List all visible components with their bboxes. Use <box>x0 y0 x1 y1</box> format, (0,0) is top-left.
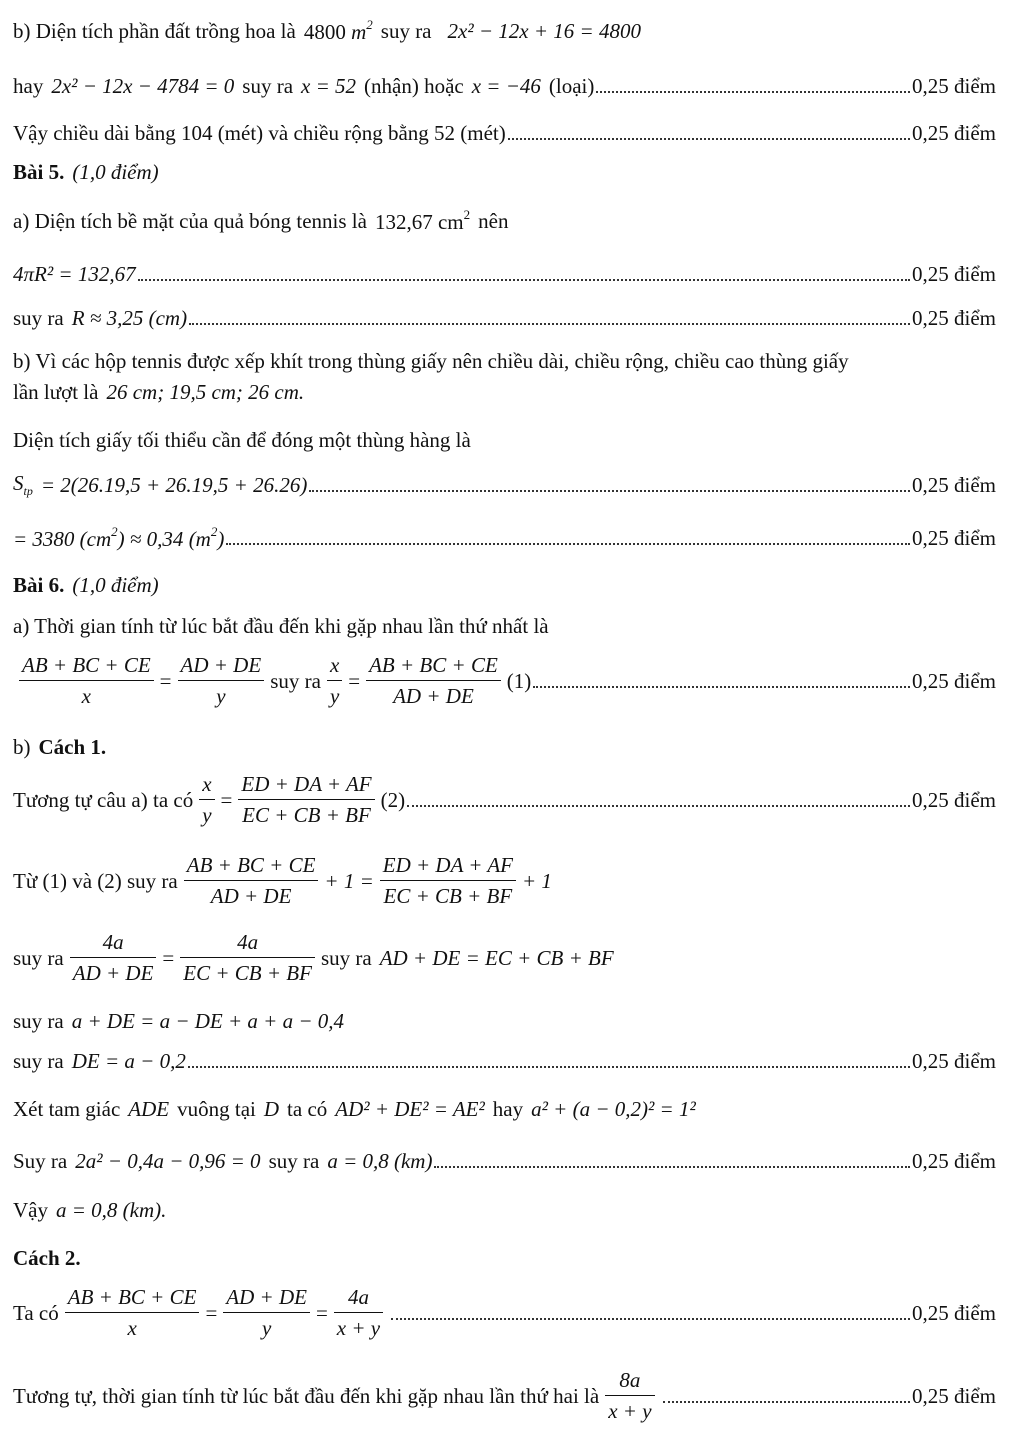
result: a = 0,8 (km) <box>327 1149 433 1173</box>
area-value: 132,67 $cm^2$ <box>374 207 471 234</box>
line-7 <box>13 306 996 330</box>
point-name: D <box>263 1097 280 1121</box>
text: suy ra <box>320 945 372 970</box>
points-label: 0,25 điểm <box>912 668 996 693</box>
fraction: $\frac{AD + DE}{y}$ <box>178 653 265 708</box>
line-10 <box>13 428 996 452</box>
text: suy ra <box>13 1049 64 1073</box>
text: nên <box>478 209 509 233</box>
equation: 2x² − 12x + 16 = 4800 <box>447 19 641 43</box>
points-label: 0,25 điểm <box>912 787 996 812</box>
equation: = 2(26.19,5 + 26.19,5 + 26.26) <box>40 472 308 497</box>
fraction: $\frac{AB + BC + CE}{x}$ <box>65 1285 200 1340</box>
leader-dots <box>188 1066 910 1068</box>
line-22 <box>13 1097 996 1121</box>
text: suy ra <box>13 945 64 970</box>
fraction: $\frac{AB + BC + CE}{AD + DE}$ <box>184 853 319 908</box>
section-score: (1,0 điểm) <box>72 573 159 597</box>
fraction: $\frac{AD + DE}{y}$ <box>223 1285 310 1340</box>
equation: 2a² − 0,4a − 0,96 = 0 <box>75 1149 261 1173</box>
points-label: 0,25 điểm <box>912 526 996 550</box>
text: b) Vì các hộp tennis được xếp khít trong thùng giấy nên chiều dài, chiều rộng, chiều cao thùng giấy <box>13 349 849 373</box>
fraction: $\frac{x}{y}$ <box>327 653 342 708</box>
fraction: $\frac{4a}{EC + CB + BF}$ <box>180 930 315 985</box>
fraction: $\frac{AB + BC + CE}{x}$ <box>19 653 154 708</box>
line-21 <box>13 1049 996 1073</box>
line-14 <box>13 614 996 638</box>
points-label: 0,25 điểm <box>912 1049 996 1073</box>
text: hay <box>492 1097 524 1121</box>
leader-dots <box>189 323 910 325</box>
line-9 <box>13 380 996 404</box>
text: a) Thời gian tính từ lúc bắt đầu đến khi gặp nhau lần thứ nhất là <box>13 614 549 638</box>
points-label: 0,25 điểm <box>912 262 996 286</box>
fraction: $\frac{ED + DA + AF}{EC + CB + BF}$ <box>380 853 516 908</box>
section-title: Bài 6. <box>13 573 65 597</box>
points-label: 0,25 điểm <box>912 1149 996 1173</box>
line-6 <box>13 262 996 286</box>
line-5 <box>13 208 996 234</box>
equation: R ≈ 3,25 (cm) <box>71 306 188 330</box>
line-18 <box>13 853 996 908</box>
line-26: Ta có $\frac{AB + BC + CE}{x}$ = $\frac{AD + DE}{y}$ = $\frac{4a}{x + y}$ 0,25 điểm <box>13 1285 996 1341</box>
line-23 <box>13 1149 996 1173</box>
points-label: 0,25 điểm <box>912 74 996 98</box>
line-2 <box>13 74 996 98</box>
text: Suy ra <box>13 1149 68 1173</box>
equation-tag: (1) <box>506 668 532 693</box>
operator: + 1 <box>522 868 552 893</box>
text: suy ra <box>13 306 64 330</box>
line-8 <box>13 349 996 373</box>
line-12 <box>13 525 996 551</box>
line-20 <box>13 1009 996 1033</box>
text: hay <box>13 74 44 98</box>
leader-dots <box>434 1166 910 1168</box>
points-label: 0,25 điểm <box>912 1300 996 1325</box>
equation: 2x² − 12x − 4784 = 0 <box>51 74 235 98</box>
leader-dots <box>391 1318 910 1320</box>
points-label: 0,25 điểm <box>912 306 996 330</box>
text: suy ra <box>380 19 432 43</box>
text: suy ra <box>268 1149 320 1173</box>
text: Tương tự câu a) ta có <box>13 787 194 812</box>
equation-tag: (2) <box>380 787 406 812</box>
points-label: 0,25 điểm <box>912 1383 996 1408</box>
text: suy ra <box>13 1009 64 1033</box>
text: suy ra <box>242 74 294 98</box>
text: suy ra <box>270 668 321 693</box>
line-1 <box>13 18 996 44</box>
triangle-name: ADE <box>128 1097 170 1121</box>
line-27 <box>13 1368 996 1423</box>
solution-2: x = −46 <box>471 74 541 98</box>
line-25 <box>13 1246 996 1270</box>
leader-dots <box>663 1401 910 1403</box>
text: ta có <box>287 1097 328 1121</box>
line-15: $\frac{AB + BC + CE}{x}$ = $\frac{AD + DE}{y}$ suy ra $\frac{x}{y}$ = $\frac{AB + BC + CE}{AD + DE}$ (1) 0,25 điểm <box>13 653 996 708</box>
method-title: Cách 1. <box>38 735 107 759</box>
fraction: $\frac{4a}{AD + DE}$ <box>70 930 157 985</box>
text: a) Diện tích bề mặt của quả bóng tennis là <box>13 209 367 233</box>
leader-dots <box>138 279 910 281</box>
line-19: suy ra $\frac{4a}{AD + DE}$ = $\frac{4a}{EC + CB + BF}$ suy ra AD + DE = EC + CB + BF <box>13 930 614 986</box>
leader-dots <box>226 543 910 545</box>
fraction: $\frac{x}{y}$ <box>199 772 214 827</box>
surface-symbol: $S_{tp}$ <box>13 471 33 499</box>
line-16 <box>13 735 996 759</box>
fraction: $\frac{4a}{x + y}$ <box>334 1285 383 1340</box>
text: Diện tích giấy tối thiểu cần để đóng một thùng hàng là <box>13 428 471 452</box>
text: Vậy chiều dài bằng 104 (mét) và chiều rộng bằng 52 (mét) <box>13 121 506 145</box>
solution-1: x = 52 <box>301 74 357 98</box>
leader-dots <box>596 91 910 93</box>
area-value: 4800 $m^2$ <box>303 17 373 44</box>
leader-dots <box>508 138 910 140</box>
text: Ta có <box>13 1300 59 1325</box>
text: (nhận) hoặc <box>364 74 464 98</box>
text: b) <box>13 735 31 759</box>
method-title: Cách 2. <box>13 1246 81 1270</box>
dimensions: 26 cm; 19,5 cm; 26 cm. <box>106 380 305 404</box>
equation: = 3380 $(cm^2) \approx 0,34$ $(m^2)$ <box>13 524 225 551</box>
line-24 <box>13 1198 996 1222</box>
equation: AD + DE = EC + CB + BF <box>379 945 614 970</box>
points-label: 0,25 điểm <box>912 472 996 497</box>
line-11 <box>13 471 996 499</box>
section-score: (1,0 điểm) <box>72 160 159 184</box>
text: Từ (1) và (2) suy ra <box>13 868 178 893</box>
text: Xét tam giác <box>13 1097 121 1121</box>
text: lần lượt là <box>13 380 99 404</box>
line-13 <box>13 573 996 597</box>
text: b) Diện tích phần đất trồng hoa là <box>13 19 296 43</box>
line-4 <box>13 160 996 184</box>
equation: DE = a − 0,2 <box>71 1049 186 1073</box>
equation: AD² + DE² = AE² <box>335 1097 485 1121</box>
points-label: 0,25 điểm <box>912 121 996 145</box>
text: vuông tại <box>177 1097 256 1121</box>
equation: 4πR² = 132,67 <box>13 262 136 286</box>
equation: a + DE = a − DE + a + a − 0,4 <box>71 1009 345 1033</box>
fraction: $\frac{AB + BC + CE}{AD + DE}$ <box>366 653 501 708</box>
text: Tương tự, thời gian tính từ lúc bắt đầu đến khi gặp nhau lần thứ hai là <box>13 1383 600 1408</box>
leader-dots <box>407 805 910 807</box>
line-3 <box>13 121 996 145</box>
leader-dots <box>309 490 910 492</box>
line-17: Tương tự câu a) ta có $\frac{x}{y}$ = $\frac{ED + DA + AF}{EC + CB + BF}$ (2) 0,25 điểm <box>13 772 996 828</box>
fraction: $\frac{8a}{x + y}$ <box>605 1368 654 1423</box>
equation: a² + (a − 0,2)² = 1² <box>531 1097 696 1121</box>
fraction: $\frac{ED + DA + AF}{EC + CB + BF}$ <box>238 772 374 827</box>
text: (loại) <box>548 74 595 98</box>
text: Vậy <box>13 1198 48 1222</box>
section-title: Bài 5. <box>13 160 65 184</box>
leader-dots <box>533 686 910 688</box>
equation: a = 0,8 (km). <box>56 1198 167 1222</box>
operator: + 1 = <box>324 868 374 893</box>
